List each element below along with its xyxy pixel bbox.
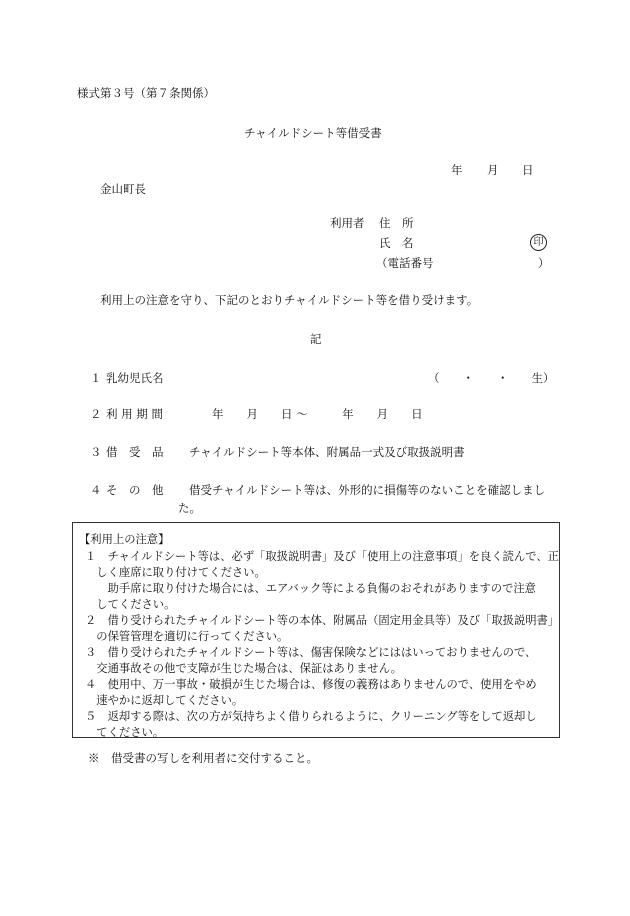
note-line: ４ 使用中、万一事故・破損が生じた場合は、修復の義務はありませんので、使用をやめ — [85, 678, 537, 691]
note-line: ２ 借り受けられたチャイルドシート等の本体、附属品（固定用金具等）及び「取扱説明書」 — [85, 614, 560, 627]
seal-mark: 印 — [530, 234, 547, 251]
form-number: 様式第３号（第７条関係） — [77, 86, 215, 100]
item-label-borrowed: 借 受 品 — [106, 445, 164, 459]
item-value-other: 借受チャイルドシート等は、外形的に損傷等のないことを確認しまし — [189, 483, 546, 497]
name-label: 氏 名 — [379, 236, 414, 250]
item-number: ３ — [90, 445, 102, 459]
notes-title: 【利用上の注意】 — [79, 533, 170, 546]
item-number: １ — [90, 371, 102, 385]
statement: 利用上の注意を守り、下記のとおりチャイルドシート等を借り受けます。 — [100, 293, 479, 307]
note-line: の保管管理を適切に行ってください。 — [85, 630, 289, 643]
note-line: 交通事故その他で支障が生じた場合は、保証はありません。 — [85, 662, 402, 675]
date-year: 年 — [451, 163, 463, 177]
addressee: 金山町長 — [100, 182, 146, 196]
usage-notes-box — [72, 522, 560, 738]
note-line: してください。 — [85, 598, 176, 611]
item-number: ２ — [90, 407, 102, 421]
user-label: 利用者 — [330, 216, 365, 230]
note-line: 助手席に取り付けた場合には、エアバック等による負傷のおそれがありますので注意 — [85, 582, 536, 595]
item-value-borrowed: チャイルドシート等本体、附属品一式及び取扱説明書 — [189, 445, 465, 459]
item-value-period: 年 月 日 ～ 年 月 日 — [212, 407, 423, 421]
phone-label: （電話番号 — [376, 256, 434, 270]
item-number: ４ — [90, 483, 102, 497]
item-value-other-cont: た。 — [178, 501, 201, 515]
note-line: てください。 — [85, 726, 165, 739]
note-line: ５ 返却する際は、次の方が気持ちよく借りられるように、クリーニング等をして返却し — [85, 710, 537, 723]
item-value-birthdate: （ ・ ・ 生） — [428, 371, 555, 385]
date-day: 日 — [522, 163, 534, 177]
note-line: 速やかに返却してください。 — [85, 694, 244, 707]
date-month: 月 — [487, 163, 499, 177]
note-line: しく座席に取り付けてください。 — [85, 566, 266, 579]
footer-note: ※ 借受書の写しを利用者に交付すること。 — [88, 751, 318, 765]
form-title: チャイルドシート等借受書 — [244, 126, 382, 140]
phone-close: ） — [538, 256, 550, 270]
item-label-other: そ の 他 — [106, 483, 164, 497]
ki-heading: 記 — [310, 332, 322, 346]
item-label-period: 利 用 期 間 — [106, 407, 163, 421]
note-line: ３ 借り受けられたチャイルドシート等は、傷害保険などにははいっておりませんので、 — [85, 646, 537, 659]
note-line: １ チャイルドシート等は、必ず「取扱説明書」及び「使用上の注意事項」を良く読んで、正 — [85, 550, 559, 563]
item-label-child-name: 乳幼児氏名 — [106, 371, 164, 385]
address-label: 住 所 — [379, 216, 414, 230]
